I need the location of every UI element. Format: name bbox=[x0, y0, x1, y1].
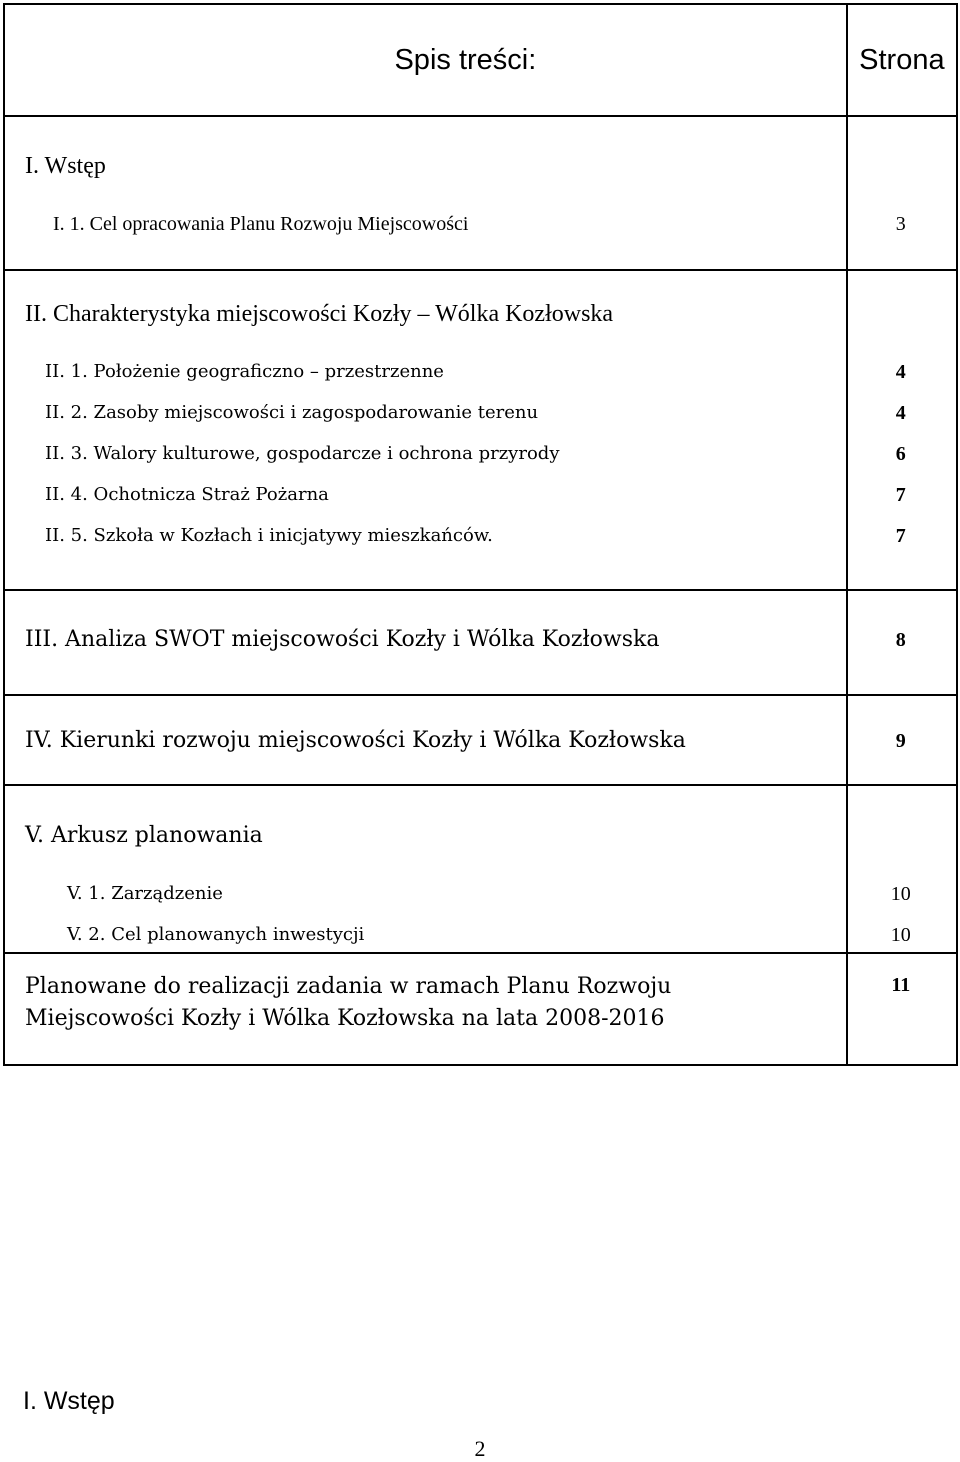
section-heading: III. Analiza SWOT miejscowości Kozły i Wólka Kozłowska bbox=[25, 627, 660, 652]
section-heading: IV. Kierunki rozwoju miejscowości Kozły i Wólka Kozłowska bbox=[25, 728, 686, 753]
section-heading: II. Charakterystyka miejscowości Kozły – Wólka Kozłowska bbox=[25, 301, 614, 327]
toc-entry-page: 7 bbox=[895, 484, 906, 506]
toc-entry-page: 4 bbox=[895, 402, 906, 424]
toc-section-4 bbox=[4, 695, 957, 785]
toc-entry-label: II. 2. Zasoby miejscowości i zagospodarowanie terenu bbox=[45, 402, 539, 423]
toc-entry-label: I. 1. Cel opracowania Planu Rozwoju Miejscowości bbox=[53, 213, 469, 235]
page-number: 2 bbox=[474, 1436, 486, 1461]
toc-entry-page: 3 bbox=[895, 213, 906, 235]
toc-entry-page: 4 bbox=[895, 361, 906, 383]
toc-entry-page: 8 bbox=[895, 629, 906, 651]
toc-entry-page: 10 bbox=[890, 924, 911, 946]
toc-section-2 bbox=[4, 270, 957, 590]
toc-entry-label: V. 1. Zarządzenie bbox=[67, 883, 223, 904]
toc-section-1 bbox=[4, 116, 957, 270]
toc-section-3 bbox=[4, 590, 957, 695]
toc-entry-label: II. 3. Walory kulturowe, gospodarcze i ochrona przyrody bbox=[45, 443, 560, 464]
table-of-contents bbox=[3, 3, 958, 1066]
section-heading: I. Wstęp bbox=[25, 153, 106, 179]
toc-section-5 bbox=[4, 785, 957, 953]
section-heading-line-1: Planowane do realizacji zadania w ramach Planu Rozwoju bbox=[25, 974, 672, 999]
toc-entry-label: V. 2. Cel planowanych inwestycji bbox=[67, 924, 365, 945]
toc-header-row bbox=[4, 4, 957, 116]
section-heading-line-2: Miejscowości Kozły i Wólka Kozłowska na lata 2008-2016 bbox=[25, 1006, 665, 1031]
toc-entry-label: II. 5. Szkoła w Kozłach i inicjatywy mieszkańców. bbox=[45, 525, 493, 546]
section-heading: V. Arkusz planowania bbox=[25, 823, 263, 848]
toc-entry-label: II. 1. Położenie geograficzno – przestrzenne bbox=[45, 361, 444, 382]
toc-entry-page: 6 bbox=[895, 443, 906, 465]
toc-section-6 bbox=[4, 953, 957, 1065]
toc-entry-page: 7 bbox=[895, 525, 906, 547]
chapter-heading: I. Wstęp bbox=[23, 1387, 115, 1415]
page-column-header: Strona bbox=[847, 4, 957, 116]
toc-title: Spis treści: bbox=[394, 44, 537, 76]
toc-entry-page: 11 bbox=[891, 974, 911, 996]
toc-entry-page: 10 bbox=[890, 883, 911, 905]
toc-entry-page: 9 bbox=[895, 730, 906, 752]
toc-entry-label: II. 4. Ochotnicza Straż Pożarna bbox=[45, 484, 329, 505]
